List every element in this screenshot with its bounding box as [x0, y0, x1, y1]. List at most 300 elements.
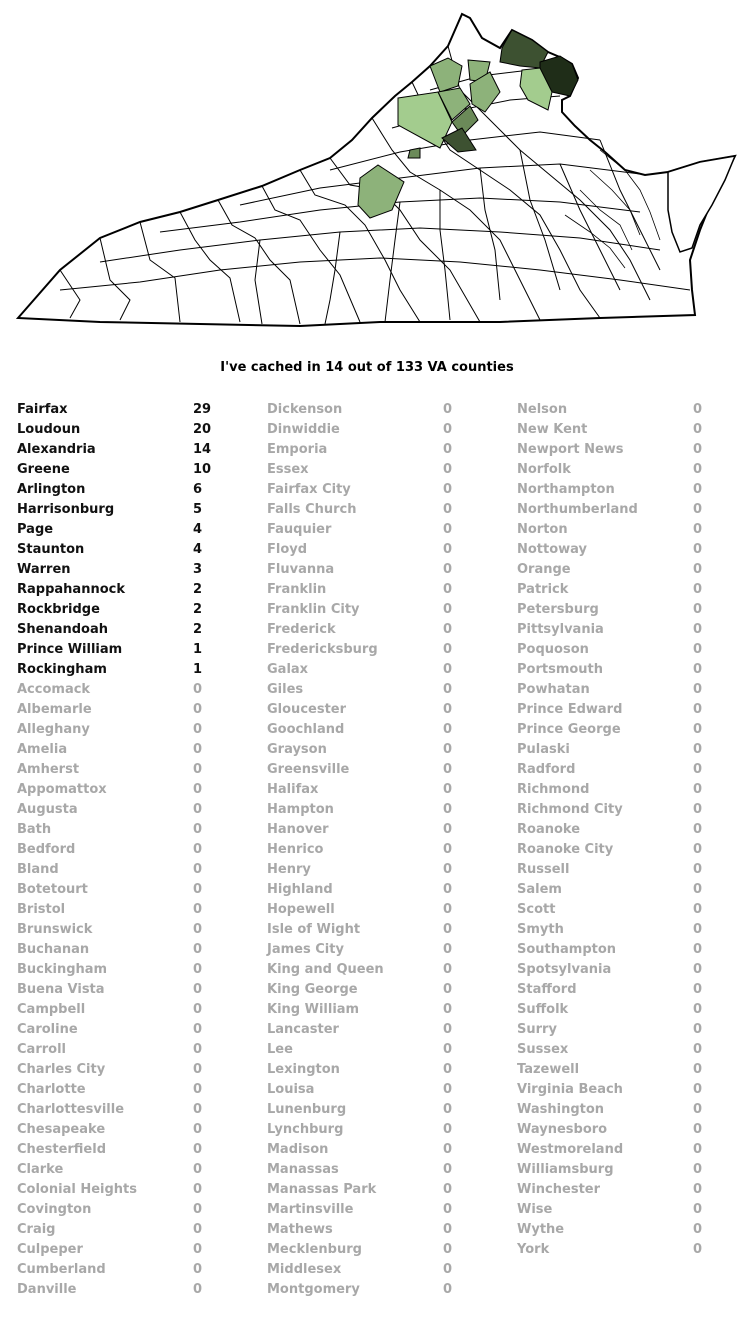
- county-row: [267, 1160, 507, 1180]
- county-name: Warren: [17, 562, 71, 577]
- county-row: [17, 840, 257, 860]
- county-count: 0: [443, 482, 453, 497]
- county-name: Martinsville: [267, 1202, 354, 1217]
- county-row: [517, 740, 750, 760]
- county-count: 0: [193, 742, 203, 757]
- county-count: 29: [193, 402, 212, 417]
- county-row: [267, 500, 507, 520]
- county-count: 0: [193, 1222, 203, 1237]
- county-row: [17, 540, 257, 560]
- county-count: 0: [193, 1002, 203, 1017]
- county-name: Arlington: [17, 482, 86, 497]
- county-name: Suffolk: [517, 1002, 569, 1017]
- county-count: 0: [693, 562, 703, 577]
- county-row: [517, 1120, 750, 1140]
- county-name: Halifax: [267, 782, 319, 797]
- county-row: [517, 540, 750, 560]
- county-count: 0: [443, 962, 453, 977]
- county-name: Highland: [267, 882, 333, 897]
- county-name: Cumberland: [17, 1262, 106, 1277]
- county-row: [17, 660, 257, 680]
- county-count: 0: [693, 722, 703, 737]
- county-name: Tazewell: [517, 1062, 580, 1077]
- county-count: 0: [693, 462, 703, 477]
- county-name: Stafford: [517, 982, 577, 997]
- county-row: [517, 1100, 750, 1120]
- county-count: 0: [693, 422, 703, 437]
- county-count: 0: [693, 822, 703, 837]
- county-name: Wise: [517, 1202, 553, 1217]
- county-count: 0: [193, 1062, 203, 1077]
- county-count: 0: [693, 402, 703, 417]
- county-name: New Kent: [517, 422, 588, 437]
- county-count: 0: [443, 1102, 453, 1117]
- county-count: 0: [193, 1102, 203, 1117]
- county-row: [267, 1260, 507, 1280]
- county-name: Spotsylvania: [517, 962, 612, 977]
- county-count: 0: [693, 902, 703, 917]
- county-row: [517, 520, 750, 540]
- county-row: [267, 560, 507, 580]
- county-row: [517, 1060, 750, 1080]
- county-column-2: [267, 400, 507, 1300]
- county-name: Isle of Wight: [267, 922, 361, 937]
- county-count: 0: [693, 1162, 703, 1177]
- county-row: [517, 940, 750, 960]
- county-count: 20: [193, 422, 212, 437]
- county-count: 0: [693, 762, 703, 777]
- county-row: [267, 1220, 507, 1240]
- county-count: 10: [193, 462, 212, 477]
- county-name: Prince William: [17, 642, 123, 657]
- county-count: 0: [193, 942, 203, 957]
- county-name: Appomattox: [17, 782, 107, 797]
- county-count: 0: [193, 962, 203, 977]
- county-name: Fredericksburg: [267, 642, 378, 657]
- county-row: [267, 960, 507, 980]
- county-count: 0: [193, 1262, 203, 1277]
- county-row: [17, 460, 257, 480]
- county-count: 0: [193, 762, 203, 777]
- county-count: 0: [693, 962, 703, 977]
- county-count: 2: [193, 602, 203, 617]
- county-row: [267, 580, 507, 600]
- county-name: Craig: [17, 1222, 56, 1237]
- county-row: [517, 1040, 750, 1060]
- county-row: [267, 1020, 507, 1040]
- county-row: [517, 420, 750, 440]
- county-row: [267, 420, 507, 440]
- county-name: Amherst: [17, 762, 80, 777]
- county-count: 0: [443, 902, 453, 917]
- county-row: [17, 580, 257, 600]
- county-row: [17, 720, 257, 740]
- county-count: 0: [443, 1062, 453, 1077]
- county-name: Covington: [17, 1202, 92, 1217]
- county-row: [17, 640, 257, 660]
- county-row: [17, 1160, 257, 1180]
- county-name: Shenandoah: [17, 622, 108, 637]
- county-name: Floyd: [267, 542, 308, 557]
- county-name: Brunswick: [17, 922, 93, 937]
- county-row: [17, 500, 257, 520]
- county-row: [17, 960, 257, 980]
- county-name: James City: [267, 942, 344, 957]
- county-row: [17, 860, 257, 880]
- county-name: Carroll: [17, 1042, 66, 1057]
- county-count: 0: [193, 1182, 203, 1197]
- county-count: 0: [443, 1242, 453, 1257]
- county-count: 0: [443, 782, 453, 797]
- county-count: 0: [693, 682, 703, 697]
- county-row: [517, 1200, 750, 1220]
- county-row: [517, 880, 750, 900]
- county-row: [517, 780, 750, 800]
- county-count: 0: [693, 802, 703, 817]
- county-row: [17, 420, 257, 440]
- county-name: Nottoway: [517, 542, 588, 557]
- county-name: Bristol: [17, 902, 66, 917]
- county-count: 0: [693, 922, 703, 937]
- county-count: 0: [443, 1002, 453, 1017]
- county-count: 0: [443, 542, 453, 557]
- county-count: 0: [693, 882, 703, 897]
- county-count: 0: [693, 662, 703, 677]
- county-row: [267, 720, 507, 740]
- county-row: [17, 620, 257, 640]
- county-name: Buchanan: [17, 942, 90, 957]
- county-name: Clarke: [17, 1162, 64, 1177]
- county-name: Scott: [517, 902, 556, 917]
- county-name: Caroline: [17, 1022, 78, 1037]
- county-count: 0: [443, 462, 453, 477]
- county-row: [17, 1020, 257, 1040]
- county-count: 0: [193, 882, 203, 897]
- county-name: Louisa: [267, 1082, 315, 1097]
- county-name: Salem: [517, 882, 562, 897]
- county-row: [517, 500, 750, 520]
- county-name: Sussex: [517, 1042, 569, 1057]
- county-name: Powhatan: [517, 682, 590, 697]
- county-name: Poquoson: [517, 642, 589, 657]
- county-count: 0: [443, 922, 453, 937]
- county-name: Fauquier: [267, 522, 332, 537]
- county-row: [267, 440, 507, 460]
- county-name: Galax: [267, 662, 309, 677]
- county-count: 0: [693, 782, 703, 797]
- county-name: Southampton: [517, 942, 617, 957]
- county-row: [517, 860, 750, 880]
- county-row: [267, 860, 507, 880]
- county-row: [267, 820, 507, 840]
- county-name: Bath: [17, 822, 52, 837]
- county-name: York: [517, 1242, 550, 1257]
- county-name: Radford: [517, 762, 576, 777]
- county-row: [17, 1080, 257, 1100]
- county-name: Prince Edward: [517, 702, 623, 717]
- county-row: [17, 400, 257, 420]
- county-count: 0: [193, 1022, 203, 1037]
- county-count: 0: [693, 542, 703, 557]
- county-row: [517, 580, 750, 600]
- county-name: Orange: [517, 562, 571, 577]
- county-name: Rockingham: [17, 662, 107, 677]
- county-count: 0: [693, 442, 703, 457]
- county-count: 0: [193, 1202, 203, 1217]
- county-name: King and Queen: [267, 962, 384, 977]
- county-row: [517, 1080, 750, 1100]
- county-name: Mecklenburg: [267, 1242, 362, 1257]
- county-row: [267, 1040, 507, 1060]
- county-count: 0: [693, 602, 703, 617]
- county-name: Pulaski: [517, 742, 570, 757]
- county-row: [267, 780, 507, 800]
- county-row: [17, 1100, 257, 1120]
- county-row: [17, 1120, 257, 1140]
- county-name: Franklin City: [267, 602, 360, 617]
- county-count: 0: [693, 622, 703, 637]
- county-name: Franklin: [267, 582, 327, 597]
- county-name: Virginia Beach: [517, 1082, 623, 1097]
- county-name: Portsmouth: [517, 662, 604, 677]
- county-row: [267, 700, 507, 720]
- county-name: Nelson: [517, 402, 568, 417]
- county-count: 0: [693, 1042, 703, 1057]
- county-name: Montgomery: [267, 1282, 360, 1297]
- county-row: [267, 800, 507, 820]
- county-count: 0: [193, 782, 203, 797]
- county-count: 0: [693, 482, 703, 497]
- county-name: Madison: [267, 1142, 329, 1157]
- county-count: 0: [193, 842, 203, 857]
- county-count: 0: [693, 942, 703, 957]
- county-count: 0: [193, 1142, 203, 1157]
- county-row: [517, 620, 750, 640]
- county-row: [517, 460, 750, 480]
- county-count: 0: [443, 882, 453, 897]
- county-name: Hopewell: [267, 902, 335, 917]
- county-name: Manassas: [267, 1162, 339, 1177]
- county-row: [517, 480, 750, 500]
- county-count: 0: [443, 822, 453, 837]
- county-row: [17, 560, 257, 580]
- county-name: Danville: [17, 1282, 77, 1297]
- county-name: Falls Church: [267, 502, 357, 517]
- county-count: 0: [443, 562, 453, 577]
- page-title: I've cached in 14 out of 133 VA counties: [220, 360, 514, 375]
- county-row: [267, 1180, 507, 1200]
- county-count: 0: [443, 502, 453, 517]
- county-name: Williamsburg: [517, 1162, 614, 1177]
- virginia-county-map: [0, 0, 750, 340]
- county-count: 2: [193, 622, 203, 637]
- county-row: [517, 680, 750, 700]
- county-name: Bland: [17, 862, 59, 877]
- county-name: Grayson: [267, 742, 327, 757]
- county-row: [517, 560, 750, 580]
- county-name: Northampton: [517, 482, 615, 497]
- county-row: [267, 600, 507, 620]
- county-name: Bedford: [17, 842, 76, 857]
- county-row: [267, 1000, 507, 1020]
- county-name: Fluvanna: [267, 562, 335, 577]
- county-row: [517, 700, 750, 720]
- county-name: Manassas Park: [267, 1182, 377, 1197]
- county-row: [17, 1240, 257, 1260]
- county-count: 0: [193, 1082, 203, 1097]
- county-count: 0: [693, 742, 703, 757]
- county-name: Amelia: [17, 742, 68, 757]
- county-name: Petersburg: [517, 602, 599, 617]
- county-name: Botetourt: [17, 882, 88, 897]
- county-row: [267, 1120, 507, 1140]
- county-count: 0: [443, 1162, 453, 1177]
- county-count: 0: [693, 702, 703, 717]
- county-name: Dinwiddie: [267, 422, 340, 437]
- county-row: [517, 920, 750, 940]
- county-count: 0: [693, 642, 703, 657]
- county-name: Loudoun: [17, 422, 81, 437]
- county-row: [267, 640, 507, 660]
- county-count: 0: [193, 682, 203, 697]
- county-count: 0: [443, 1142, 453, 1157]
- county-row: [17, 1260, 257, 1280]
- county-count: 0: [693, 1182, 703, 1197]
- county-count: 0: [193, 1122, 203, 1137]
- county-name: Chesterfield: [17, 1142, 107, 1157]
- county-name: Greensville: [267, 762, 350, 777]
- county-count: 0: [193, 1042, 203, 1057]
- county-count: 0: [693, 842, 703, 857]
- county-row: [517, 660, 750, 680]
- county-row: [517, 800, 750, 820]
- county-name: Richmond City: [517, 802, 623, 817]
- county-row: [517, 760, 750, 780]
- county-count: 0: [443, 1222, 453, 1237]
- county-row: [267, 1060, 507, 1080]
- county-row: [17, 880, 257, 900]
- county-count: 6: [193, 482, 203, 497]
- county-count: 0: [443, 802, 453, 817]
- county-row: [267, 900, 507, 920]
- county-row: [267, 400, 507, 420]
- county-count: 0: [443, 1082, 453, 1097]
- county-count: 0: [193, 862, 203, 877]
- county-name: Prince George: [517, 722, 621, 737]
- county-row: [517, 440, 750, 460]
- county-name: Hampton: [267, 802, 334, 817]
- county-row: [17, 700, 257, 720]
- county-count: 0: [443, 642, 453, 657]
- county-row: [17, 1140, 257, 1160]
- county-name: Alleghany: [17, 722, 90, 737]
- county-count: 5: [193, 502, 203, 517]
- county-count: 0: [443, 842, 453, 857]
- county-name: Roanoke City: [517, 842, 614, 857]
- county-name: Patrick: [517, 582, 569, 597]
- county-row: [517, 720, 750, 740]
- county-name: Rockbridge: [17, 602, 100, 617]
- county-row: [17, 940, 257, 960]
- county-name: Charles City: [17, 1062, 106, 1077]
- county-count: 0: [193, 922, 203, 937]
- county-row: [267, 880, 507, 900]
- county-row: [17, 1180, 257, 1200]
- county-name: Northumberland: [517, 502, 638, 517]
- county-row: [267, 620, 507, 640]
- county-count: 0: [193, 722, 203, 737]
- county-row: [267, 840, 507, 860]
- county-row: [517, 980, 750, 1000]
- county-count: 0: [693, 1062, 703, 1077]
- county-row: [17, 440, 257, 460]
- county-row: [17, 480, 257, 500]
- county-count: 0: [693, 1082, 703, 1097]
- county-row: [517, 900, 750, 920]
- county-name: Richmond: [517, 782, 590, 797]
- county-count: 0: [443, 1202, 453, 1217]
- county-row: [17, 920, 257, 940]
- county-name: Emporia: [267, 442, 328, 457]
- county-count: 14: [193, 442, 212, 457]
- county-count: 0: [693, 1102, 703, 1117]
- county-count: 0: [693, 502, 703, 517]
- county-count: 0: [193, 1282, 203, 1297]
- county-row: [267, 680, 507, 700]
- county-row: [17, 680, 257, 700]
- county-name: Norfolk: [517, 462, 571, 477]
- county-name: Lexington: [267, 1062, 340, 1077]
- county-name: Smyth: [517, 922, 564, 937]
- county-count: 4: [193, 542, 203, 557]
- county-count: 0: [693, 1122, 703, 1137]
- county-name: Augusta: [17, 802, 78, 817]
- county-count: 0: [443, 682, 453, 697]
- county-count: 0: [443, 1042, 453, 1057]
- county-row: [267, 920, 507, 940]
- county-count: 0: [193, 902, 203, 917]
- county-count: 0: [693, 1242, 703, 1257]
- county-count: 0: [443, 722, 453, 737]
- county-name: King George: [267, 982, 358, 997]
- county-count: 0: [693, 1022, 703, 1037]
- county-name: Colonial Heights: [17, 1182, 137, 1197]
- county-count: 0: [443, 522, 453, 537]
- county-row: [517, 1240, 750, 1260]
- county-count: 0: [193, 1162, 203, 1177]
- county-count: 0: [443, 982, 453, 997]
- county-name: Lee: [267, 1042, 293, 1057]
- county-row: [517, 960, 750, 980]
- county-count: 0: [443, 402, 453, 417]
- county-name: Middlesex: [267, 1262, 342, 1277]
- county-count: 0: [193, 802, 203, 817]
- county-count: 0: [443, 1182, 453, 1197]
- county-name: Russell: [517, 862, 570, 877]
- county-column-3: [517, 400, 750, 1260]
- county-count: 0: [443, 422, 453, 437]
- county-row: [267, 1080, 507, 1100]
- county-row: [267, 540, 507, 560]
- county-count: 0: [443, 762, 453, 777]
- county-row: [17, 760, 257, 780]
- county-row: [517, 1160, 750, 1180]
- county-row: [267, 1140, 507, 1160]
- county-count: 0: [443, 1282, 453, 1297]
- county-count: 0: [443, 582, 453, 597]
- county-count: 0: [443, 742, 453, 757]
- county-name: Staunton: [17, 542, 85, 557]
